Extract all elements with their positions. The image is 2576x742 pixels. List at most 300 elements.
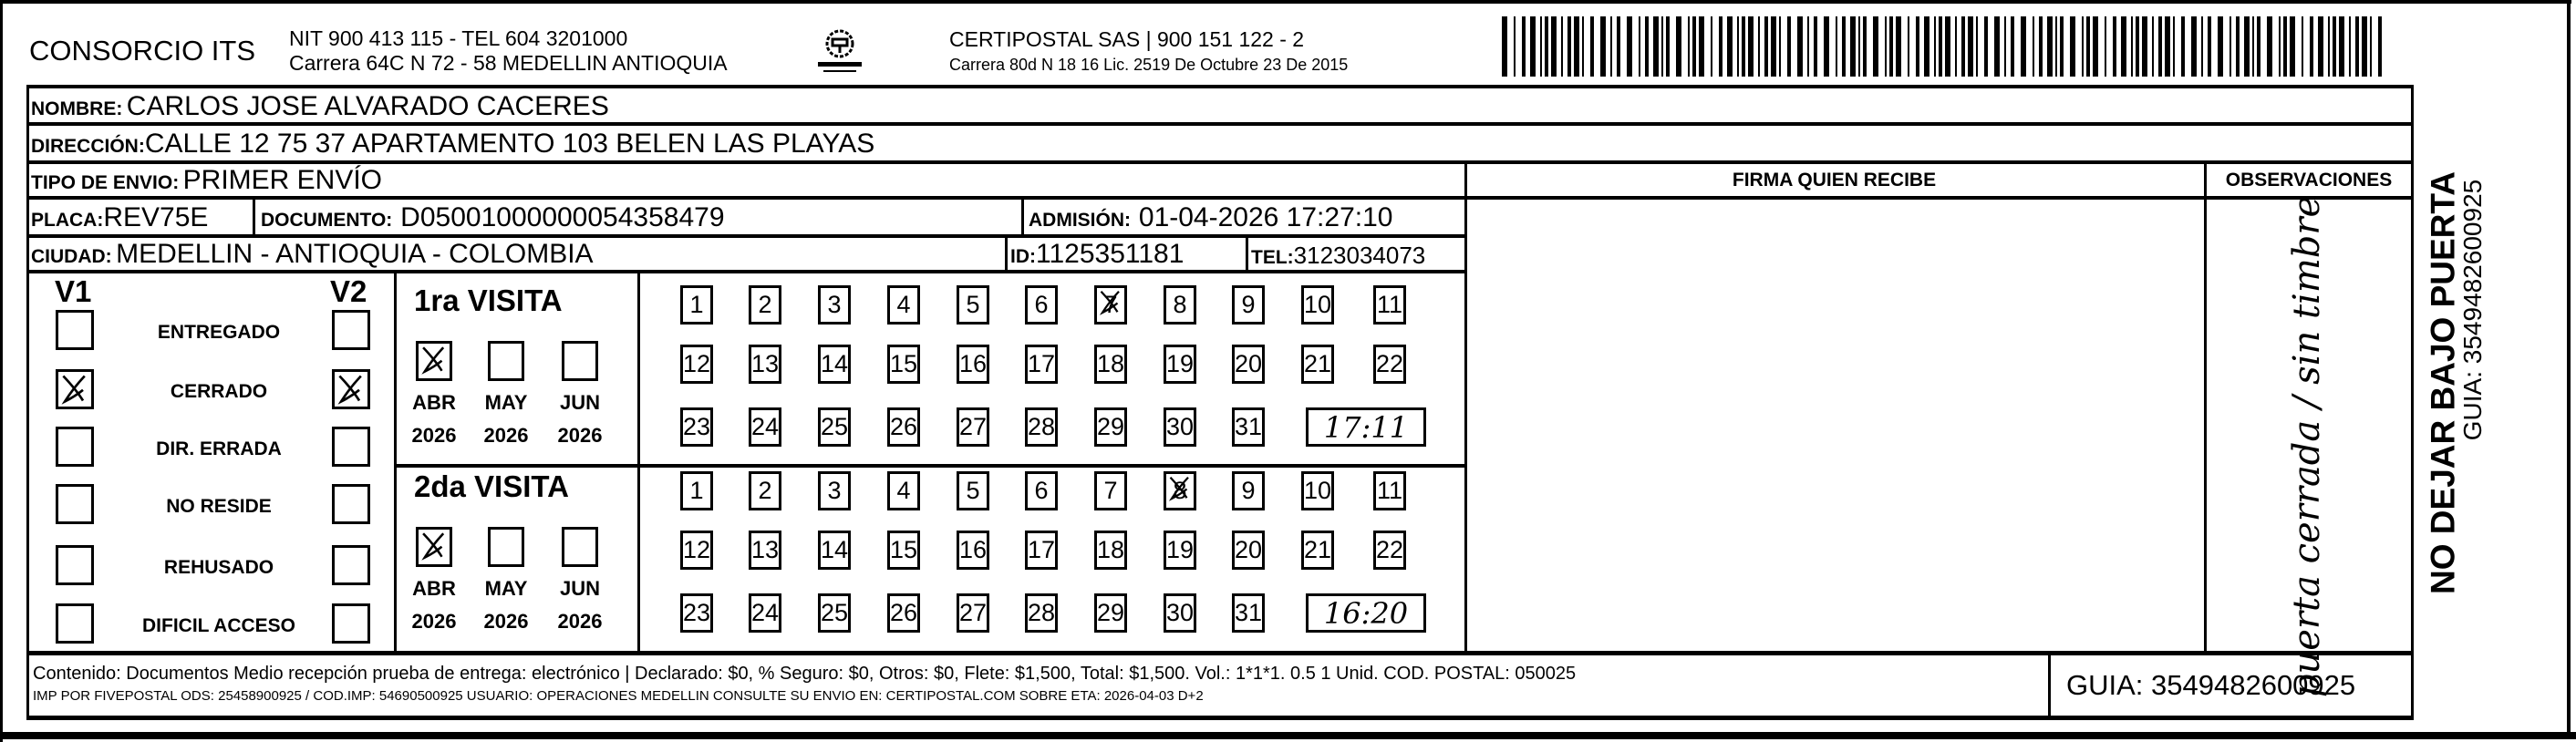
barcode-bar	[2244, 16, 2250, 77]
barcode-bar	[1574, 16, 1579, 77]
visit-title: 2da VISITA	[414, 469, 569, 503]
barcode	[1502, 16, 2388, 77]
day-checkbox[interactable]	[1373, 345, 1406, 384]
barcode-bar	[2121, 16, 2126, 77]
barcode-bar	[1955, 16, 1957, 77]
day-checkbox[interactable]	[680, 471, 713, 510]
day-checkbox[interactable]	[887, 471, 920, 510]
barcode-bar	[2201, 16, 2203, 77]
v1-checkbox[interactable]	[56, 603, 94, 644]
day-number: 6	[1034, 291, 1049, 318]
day-checkbox[interactable]	[1094, 285, 1127, 325]
documento-field	[261, 204, 725, 232]
barcode-bar	[2158, 16, 2162, 77]
day-checkbox[interactable]	[1094, 345, 1127, 384]
status-option-label: DIR. ERRADA	[156, 438, 282, 459]
tel-value: 3123034073	[1293, 242, 1426, 269]
barcode-bar	[2105, 16, 2106, 77]
day-checkbox[interactable]	[1301, 471, 1334, 510]
day-number: 27	[958, 413, 988, 440]
barcode-bar	[1666, 16, 1670, 77]
day-number: 6	[1034, 477, 1049, 504]
year-label: 2026	[483, 424, 529, 447]
tipo-value: PRIMER ENVÍO	[182, 165, 383, 195]
barcode-bar	[1590, 16, 1594, 77]
day-checkbox[interactable]	[1301, 345, 1334, 384]
documento-value: D05001000000054358479	[400, 202, 725, 232]
barcode-bar	[1742, 16, 1745, 77]
barcode-bar	[2131, 16, 2133, 77]
barcode-bar	[1692, 16, 1696, 77]
barcode-bar	[1916, 16, 1919, 77]
day-checkbox[interactable]	[749, 593, 781, 633]
carrier-address: Carrera 80d N 18 16 Lic. 2519 De Octubre 23 De 2015	[949, 56, 1349, 74]
visit-title: 1ra VISITA	[414, 283, 563, 317]
year-label: 2026	[411, 610, 457, 633]
day-checkbox[interactable]	[1301, 531, 1334, 570]
day-checkbox[interactable]	[1232, 345, 1265, 384]
day-number: 18	[1096, 536, 1125, 563]
v2-checkbox[interactable]	[332, 545, 370, 585]
month-label: ABR	[412, 577, 456, 600]
day-number: 22	[1375, 350, 1404, 377]
barcode-bar	[1748, 16, 1754, 77]
barcode-bar	[1842, 16, 1846, 77]
day-checkbox[interactable]	[818, 471, 851, 510]
day-number: 10	[1303, 477, 1332, 504]
month-checkbox[interactable]	[488, 341, 524, 381]
visit-time-box[interactable]	[1306, 593, 1426, 633]
barcode-bar	[1514, 16, 1516, 77]
day-number: 25	[820, 599, 849, 626]
day-checkbox[interactable]	[1164, 407, 1196, 447]
v2-checkbox[interactable]	[332, 369, 370, 409]
day-number: 2	[758, 477, 772, 504]
year-label: 2026	[483, 610, 529, 633]
day-checkbox[interactable]	[818, 285, 851, 325]
barcode-bar	[2290, 16, 2295, 77]
day-number: 8	[1173, 477, 1187, 504]
v1-checkbox[interactable]	[56, 369, 94, 409]
barcode-bar	[2021, 16, 2026, 77]
barcode-bar	[1727, 16, 1733, 77]
barcode-bar	[1540, 16, 1542, 77]
day-number: 15	[889, 536, 918, 563]
day-number: 1	[689, 291, 704, 318]
day-checkbox[interactable]	[749, 407, 781, 447]
v2-header: V2	[330, 274, 367, 308]
day-number: 25	[820, 413, 849, 440]
day-checkbox[interactable]	[1025, 531, 1058, 570]
day-number: 5	[966, 291, 980, 318]
day-checkbox[interactable]	[1025, 593, 1058, 633]
barcode-bar	[1873, 16, 1878, 77]
table-line	[26, 85, 29, 719]
table-line	[637, 270, 640, 653]
day-number: 28	[1027, 413, 1056, 440]
day-checkbox[interactable]	[1164, 531, 1196, 570]
barcode-bar	[2033, 16, 2034, 77]
barcode-bar	[2181, 16, 2185, 77]
day-checkbox[interactable]	[1094, 593, 1127, 633]
v1-checkbox[interactable]	[56, 484, 94, 524]
barcode-bar	[1863, 16, 1867, 77]
day-number: 11	[1376, 291, 1403, 318]
day-number: 17	[1027, 350, 1056, 377]
barcode-bar	[1653, 16, 1659, 77]
month-checkbox[interactable]	[416, 527, 452, 567]
day-checkbox[interactable]	[1232, 407, 1265, 447]
day-checkbox[interactable]	[957, 407, 989, 447]
day-number: 14	[820, 536, 849, 563]
day-number: 20	[1234, 536, 1263, 563]
barcode-bar	[1961, 16, 1965, 77]
barcode-bar	[2086, 16, 2090, 77]
day-checkbox[interactable]	[1232, 471, 1265, 510]
day-number: 9	[1241, 291, 1256, 318]
barcode-bar	[1600, 16, 1606, 77]
day-checkbox[interactable]	[749, 345, 781, 384]
barcode-bar	[2055, 16, 2057, 77]
barcode-bar	[2355, 16, 2359, 77]
check-mark-icon	[419, 530, 450, 561]
day-checkbox[interactable]	[957, 345, 989, 384]
signature-area[interactable]	[1464, 200, 2204, 651]
month-checkbox[interactable]	[416, 341, 452, 381]
barcode-bar	[1610, 16, 1612, 77]
day-number: 20	[1234, 350, 1263, 377]
barcode-bar	[1994, 16, 2000, 77]
day-checkbox[interactable]	[1232, 531, 1265, 570]
day-checkbox[interactable]	[887, 345, 920, 384]
day-checkbox[interactable]	[818, 407, 851, 447]
day-number: 15	[889, 350, 918, 377]
barcode-bar	[1711, 16, 1712, 77]
day-checkbox[interactable]	[1373, 285, 1406, 325]
barcode-bar	[1561, 16, 1563, 77]
placa-label: PLACA:	[31, 210, 104, 231]
company-address: Carrera 64C N 72 - 58 MEDELLIN ANTIOQUIA	[289, 51, 728, 75]
day-checkbox[interactable]	[818, 531, 851, 570]
day-number: 14	[820, 350, 849, 377]
barcode-bar	[2339, 16, 2344, 77]
barcode-bar	[1945, 16, 1950, 77]
day-checkbox[interactable]	[957, 285, 989, 325]
barcode-bar	[2229, 16, 2231, 77]
month-label: MAY	[484, 577, 528, 600]
table-line	[1246, 234, 1248, 272]
day-number: 19	[1165, 350, 1195, 377]
barcode-bar	[2267, 16, 2272, 77]
barcode-bar	[2310, 16, 2313, 77]
year-label: 2026	[557, 424, 603, 447]
day-number: 7	[1103, 291, 1118, 318]
barcode-bar	[1889, 16, 1893, 77]
direccion-label: DIRECCIÓN:	[31, 136, 145, 157]
barcode-bar	[1787, 16, 1791, 77]
month-checkbox[interactable]	[562, 341, 598, 381]
day-number: 8	[1173, 291, 1187, 318]
ciudad-field	[31, 241, 594, 268]
nombre-label: NOMBRE:	[31, 98, 123, 119]
tel-field	[1251, 243, 1425, 267]
day-number: 22	[1375, 536, 1404, 563]
barcode-bar	[2039, 16, 2043, 77]
table-line	[1005, 234, 1008, 272]
day-checkbox[interactable]	[1164, 285, 1196, 325]
barcode-bar	[2283, 16, 2287, 77]
day-checkbox[interactable]	[1025, 285, 1058, 325]
company-nit: NIT 900 413 115 - TEL 604 3201000	[289, 26, 628, 50]
day-checkbox[interactable]	[887, 593, 920, 633]
barcode-bar	[1896, 16, 1901, 77]
day-checkbox[interactable]	[680, 531, 713, 570]
day-number: 27	[958, 599, 988, 626]
barcode-bar	[2370, 16, 2372, 77]
barcode-bar	[1699, 16, 1704, 77]
barcode-bar	[2142, 16, 2147, 77]
barcode-bar	[1797, 16, 1803, 77]
day-number: 3	[827, 477, 842, 504]
barcode-bar	[2252, 16, 2254, 77]
day-checkbox[interactable]	[957, 593, 989, 633]
barcode-bar	[1836, 16, 1837, 77]
barcode-bar	[1968, 16, 1973, 77]
day-checkbox[interactable]	[1301, 285, 1334, 325]
month-checkbox[interactable]	[562, 527, 598, 567]
day-number: 7	[1103, 477, 1118, 504]
day-number: 24	[750, 413, 780, 440]
barcode-bar	[1530, 16, 1536, 77]
day-checkbox[interactable]	[1232, 285, 1265, 325]
footer-print-info: IMP POR FIVEPOSTAL ODS: 25458900925 / COD.IMP: 54690500925 USUARIO: OPERACIONES MEDELLIN CONSULTE SU ENVIO EN: CERTIPOSTAL.COM SOBRE ETA: 2026-04-03 D+2	[33, 688, 1204, 704]
day-number: 29	[1096, 413, 1125, 440]
table-line	[2411, 85, 2414, 719]
status-option-label: NO RESIDE	[166, 496, 272, 517]
barcode-bar	[2218, 16, 2223, 77]
v2-checkbox[interactable]	[332, 310, 370, 350]
barcode-bar	[1807, 16, 1809, 77]
documento-label: DOCUMENTO:	[261, 210, 393, 231]
check-mark-icon	[58, 372, 91, 405]
day-checkbox[interactable]	[1025, 345, 1058, 384]
barcode-bar	[2093, 16, 2098, 77]
barcode-bar	[1939, 16, 1942, 77]
day-checkbox[interactable]	[1164, 345, 1196, 384]
day-number: 16	[958, 350, 988, 377]
ciudad-label: CIUDAD:	[31, 246, 112, 267]
day-checkbox[interactable]	[680, 593, 713, 633]
status-option-label: REHUSADO	[163, 557, 274, 578]
direccion-field	[31, 130, 874, 158]
table-line	[2048, 654, 2051, 717]
barcode-bar	[2349, 16, 2351, 77]
day-number: 13	[750, 350, 780, 377]
table-line	[26, 85, 2414, 88]
barcode-bar	[1771, 16, 1776, 77]
firma-header: FIRMA QUIEN RECIBE	[1732, 170, 1937, 191]
barcode-bar	[2191, 16, 2197, 77]
barcode-bar	[2113, 16, 2116, 77]
observaciones-area[interactable]	[2216, 195, 2398, 698]
day-checkbox[interactable]	[1232, 593, 1265, 633]
month-label: JUN	[559, 577, 601, 600]
month-label: MAY	[484, 391, 528, 414]
barcode-bar	[2236, 16, 2240, 77]
id-value: 1125351181	[1036, 239, 1185, 269]
barcode-bar	[1824, 16, 1829, 77]
barcode-bar	[1779, 16, 1781, 77]
barcode-bar	[1551, 16, 1557, 77]
barcode-bar	[1502, 16, 1507, 77]
company-name: CONSORCIO ITS	[29, 35, 256, 67]
table-line	[1021, 196, 1024, 235]
day-number: 26	[889, 599, 918, 626]
barcode-bar	[2004, 16, 2006, 77]
v2-checkbox[interactable]	[332, 603, 370, 644]
day-checkbox[interactable]	[887, 285, 920, 325]
admision-value: 01-04-2026 17:27:10	[1138, 202, 1393, 232]
day-number: 31	[1234, 413, 1263, 440]
day-checkbox[interactable]	[1094, 471, 1127, 510]
barcode-bar	[2060, 16, 2064, 77]
day-checkbox[interactable]	[680, 285, 713, 325]
day-number: 4	[896, 477, 911, 504]
day-number: 13	[750, 536, 780, 563]
day-checkbox[interactable]	[1164, 593, 1196, 633]
v1-header: V1	[55, 274, 92, 308]
day-checkbox[interactable]	[749, 531, 781, 570]
nombre-field	[31, 93, 609, 120]
day-checkbox[interactable]	[749, 285, 781, 325]
observaciones-handwriting: puerta cerrada / sin timbre	[2286, 195, 2328, 698]
day-number: 5	[966, 477, 980, 504]
table-line	[26, 716, 2414, 720]
check-mark-icon	[419, 344, 450, 375]
day-checkbox[interactable]	[749, 471, 781, 510]
day-checkbox[interactable]	[1094, 531, 1127, 570]
year-label: 2026	[411, 424, 457, 447]
barcode-bar	[1814, 16, 1817, 77]
direccion-value: CALLE 12 75 37 APARTAMENTO 103 BELEN LAS PLAYAS	[144, 129, 875, 159]
v2-checkbox[interactable]	[332, 427, 370, 467]
barcode-bar	[2082, 16, 2084, 77]
day-number: 24	[750, 599, 780, 626]
carrier-name: CERTIPOSTAL SAS | 900 151 122 - 2	[949, 27, 1305, 51]
barcode-bar	[1885, 16, 1887, 77]
v1-checkbox[interactable]	[56, 427, 94, 467]
barcode-bar	[2318, 16, 2323, 77]
day-checkbox[interactable]	[1373, 531, 1406, 570]
v1-checkbox[interactable]	[56, 310, 94, 350]
barcode-bar	[1661, 16, 1663, 77]
day-checkbox[interactable]	[1094, 407, 1127, 447]
v1-checkbox[interactable]	[56, 545, 94, 585]
frame-border-bottom	[0, 732, 2576, 739]
barcode-bar	[1676, 16, 1681, 77]
table-line	[394, 464, 1465, 468]
day-checkbox[interactable]	[1373, 471, 1406, 510]
check-mark-icon	[1097, 288, 1124, 315]
day-number: 21	[1303, 536, 1332, 563]
barcode-bar	[2208, 16, 2211, 77]
barcode-bar	[1908, 16, 1909, 77]
day-checkbox[interactable]	[957, 471, 989, 510]
table-line	[394, 270, 397, 653]
admision-field	[1029, 204, 1392, 232]
tipo-field	[31, 167, 382, 194]
day-checkbox[interactable]	[887, 531, 920, 570]
observaciones-header: OBSERVACIONES	[2225, 170, 2393, 191]
side-guia: GUIA: 3549482600925	[2458, 179, 2487, 441]
day-number: 29	[1096, 599, 1125, 626]
year-label: 2026	[557, 610, 603, 633]
day-number: 28	[1027, 599, 1056, 626]
day-number: 23	[682, 599, 711, 626]
barcode-bar	[1758, 16, 1760, 77]
day-checkbox[interactable]	[1164, 471, 1196, 510]
day-number: 18	[1096, 350, 1125, 377]
barcode-bar	[1639, 16, 1640, 77]
barcode-bar	[2378, 16, 2382, 77]
month-checkbox[interactable]	[488, 527, 524, 567]
status-option-label: ENTREGADO	[157, 322, 281, 343]
day-checkbox[interactable]	[1025, 471, 1058, 510]
month-label: JUN	[559, 391, 601, 414]
status-option-label: CERRADO	[170, 381, 268, 402]
day-number: 16	[958, 536, 988, 563]
day-checkbox[interactable]	[957, 531, 989, 570]
barcode-bar	[2165, 16, 2170, 77]
day-number: 12	[682, 536, 711, 563]
table-line	[26, 160, 2414, 164]
status-option-label: DIFICIL ACCESO	[141, 615, 296, 636]
v2-checkbox[interactable]	[332, 484, 370, 524]
day-checkbox[interactable]	[680, 345, 713, 384]
day-number: 2	[758, 291, 772, 318]
barcode-bar	[2328, 16, 2330, 77]
barcode-bar	[1582, 16, 1584, 77]
barcode-bar	[2047, 16, 2053, 77]
barcode-bar	[1522, 16, 1526, 77]
barcode-bar	[1976, 16, 1978, 77]
barcode-bar	[1645, 16, 1649, 77]
barcode-bar	[1934, 16, 1936, 77]
barcode-bar	[2136, 16, 2139, 77]
barcode-bar	[2011, 16, 2014, 77]
certipostal-logo	[814, 26, 865, 77]
visit-time-handwritten: 17:11	[1323, 409, 1409, 445]
footer-guia: GUIA: 3549482600925	[2066, 669, 2356, 701]
frame-border-left	[0, 0, 3, 742]
barcode-bar	[2173, 16, 2175, 77]
day-checkbox[interactable]	[1025, 407, 1058, 447]
barcode-bar	[1688, 16, 1690, 77]
day-checkbox[interactable]	[887, 407, 920, 447]
month-label: ABR	[412, 391, 456, 414]
table-line	[253, 196, 255, 235]
table-line	[2204, 160, 2207, 654]
barcode-bar	[2333, 16, 2336, 77]
barcode-bar	[1617, 16, 1620, 77]
day-number: 23	[682, 413, 711, 440]
day-checkbox[interactable]	[818, 593, 851, 633]
visit-time-box[interactable]	[1306, 407, 1426, 447]
barcode-bar	[2302, 16, 2303, 77]
day-checkbox[interactable]	[680, 407, 713, 447]
day-checkbox[interactable]	[818, 345, 851, 384]
barcode-bar	[2070, 16, 2075, 77]
